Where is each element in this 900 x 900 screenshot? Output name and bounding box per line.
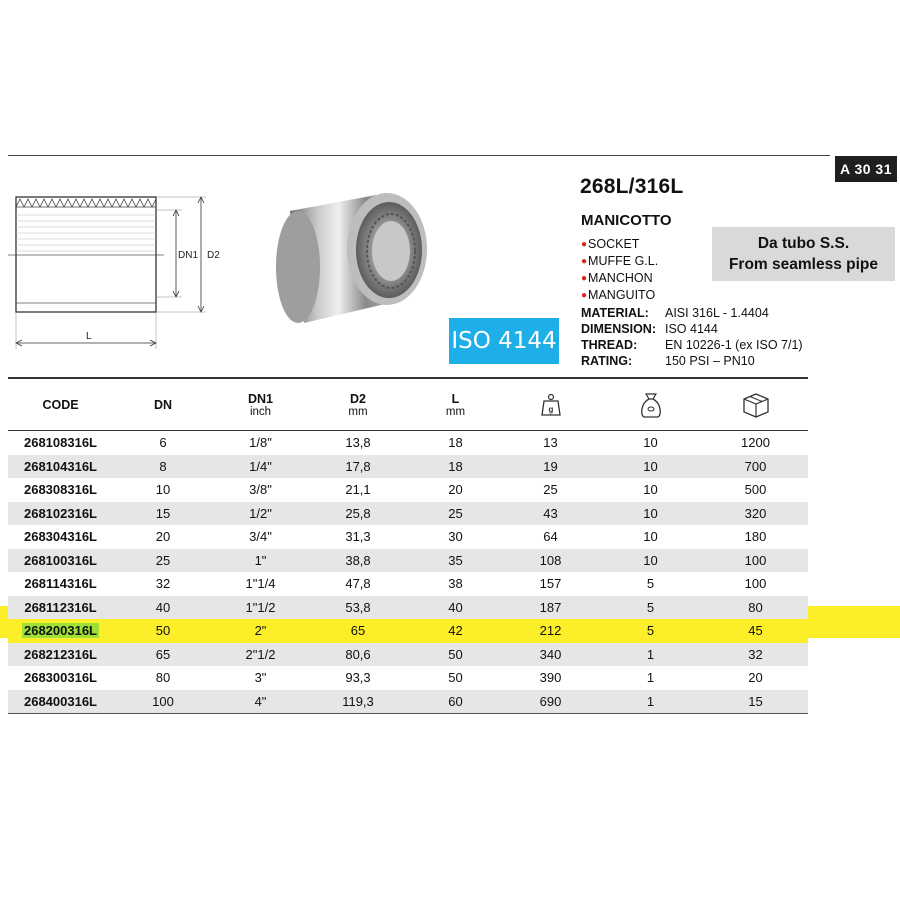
cell-d2: 21,1	[345, 482, 371, 497]
cell-bag-qty: 1	[646, 670, 655, 685]
cell-box-qty: 100	[744, 576, 767, 591]
cell-dn: 100	[152, 693, 174, 709]
cell-dn: 65	[155, 646, 171, 662]
cell-code: 268114316L	[24, 576, 97, 591]
cell-dn1: 1"	[254, 552, 267, 568]
thread-top	[16, 199, 156, 207]
page-reference: A 30 31	[835, 156, 897, 182]
cell-weight: 43	[543, 505, 558, 521]
cell-dn1: 3/8"	[249, 482, 272, 497]
cell-code: 268200316L	[23, 623, 97, 638]
table-row	[8, 478, 808, 502]
l-label: L	[86, 331, 92, 342]
cell-dn1: 1/2"	[249, 505, 272, 521]
cell-code: 268112316L	[24, 599, 97, 615]
header-box	[703, 379, 808, 430]
cell-l: 50	[448, 670, 463, 685]
table-header	[8, 379, 808, 431]
origin-line-1: Da tubo S.S.	[757, 235, 850, 252]
translation-item: ●SOCKET	[581, 237, 640, 251]
cell-d2: 25,8	[345, 505, 371, 521]
product-photo	[268, 183, 438, 338]
translation-list	[581, 236, 658, 304]
product-code: 268L/316L	[580, 175, 684, 198]
spec-row: RATING: 150 PSI – PN10	[581, 354, 755, 368]
cell-l: 60	[448, 693, 463, 709]
table-row	[8, 502, 808, 526]
table-row	[8, 643, 808, 667]
cell-code: 268102316L	[23, 505, 97, 521]
cell-l: 18	[448, 435, 463, 450]
cell-box-qty: 32	[748, 646, 763, 662]
header-code: CODE	[42, 397, 79, 412]
weight-icon	[540, 393, 562, 417]
d2-label: D2	[207, 250, 220, 261]
cell-l: 40	[448, 599, 463, 615]
cell-bag-qty: 10	[643, 552, 658, 568]
cell-box-qty: 1200	[741, 435, 770, 450]
header-weight	[503, 379, 598, 430]
cell-bag-qty: 10	[643, 458, 658, 474]
cell-bag-qty: 10	[643, 435, 658, 450]
top-divider	[8, 155, 830, 156]
cell-bag-qty: 10	[643, 529, 658, 544]
technical-drawing	[6, 185, 236, 355]
cell-weight: 690	[539, 693, 562, 709]
cell-code: 268304316L	[23, 529, 97, 544]
cell-weight: 13	[543, 435, 558, 450]
cell-dn1: 4"	[254, 693, 267, 709]
header-dn1: DN1 inch	[247, 391, 273, 418]
table-row	[8, 666, 808, 690]
bag-icon	[638, 391, 664, 419]
cell-box-qty: 15	[748, 693, 763, 709]
cell-weight: 25	[543, 482, 558, 497]
cell-dn: 40	[155, 599, 171, 615]
cell-weight: 212	[539, 623, 562, 638]
cell-box-qty: 500	[744, 482, 767, 497]
cell-box-qty: 100	[744, 552, 767, 568]
cell-box-qty: 700	[744, 458, 767, 474]
table-row	[8, 619, 808, 643]
cell-dn1: 1/4"	[249, 458, 272, 474]
dimension-table	[8, 377, 808, 714]
cell-weight: 187	[539, 599, 562, 615]
translation-item: ●MUFFE G.L.	[581, 254, 659, 268]
cell-code: 268108316L	[23, 435, 97, 450]
cell-l: 18	[448, 458, 463, 474]
cell-bag-qty: 10	[643, 505, 658, 521]
header-l: L mm	[445, 391, 466, 418]
table-row	[8, 431, 808, 455]
cell-bag-qty: 1	[646, 693, 655, 709]
specifications	[581, 305, 803, 369]
cell-weight: 157	[539, 576, 562, 591]
cell-d2: 65	[350, 623, 366, 638]
cell-dn: 6	[159, 435, 167, 450]
table-row	[8, 690, 808, 714]
cell-dn: 25	[155, 552, 171, 568]
cell-weight: 64	[543, 529, 558, 544]
dn1-label: DN1	[178, 250, 199, 261]
origin-line-2: From seamless pipe	[728, 256, 879, 273]
cell-code: 268308316L	[23, 482, 97, 497]
thread-hatch	[16, 215, 156, 251]
cell-dn: 32	[155, 576, 171, 591]
cell-dn1: 1/8"	[249, 435, 272, 450]
cell-bag-qty: 5	[646, 599, 655, 615]
origin-box	[712, 227, 895, 281]
cell-box-qty: 320	[744, 505, 767, 521]
spec-row: DIMENSION: ISO 4144	[581, 322, 718, 336]
cell-dn1: 1"1/4	[245, 576, 276, 591]
translation-item: ●MANCHON	[581, 271, 653, 285]
cell-d2: 93,3	[345, 670, 371, 685]
cell-d2: 13,8	[345, 435, 371, 450]
iso-badge: ISO 4144	[449, 318, 559, 364]
cell-box-qty: 20	[748, 670, 763, 685]
cell-box-qty: 80	[748, 599, 763, 615]
cell-bag-qty: 1	[646, 646, 655, 662]
cell-l: 30	[448, 529, 463, 544]
cell-dn: 50	[155, 623, 171, 638]
cell-d2: 31,3	[345, 529, 371, 544]
cell-d2: 119,3	[342, 693, 374, 709]
box-icon	[741, 391, 771, 419]
cell-dn: 10	[155, 482, 171, 497]
cell-l: 50	[448, 646, 463, 662]
cell-weight: 390	[539, 670, 562, 685]
cell-d2: 53,8	[345, 599, 371, 615]
table-row	[8, 549, 808, 573]
table-body	[8, 431, 808, 713]
translation-item: ●MANGUITO	[581, 288, 656, 302]
cell-l: 25	[448, 505, 463, 521]
cell-box-qty: 45	[748, 623, 763, 638]
cell-bag-qty: 10	[643, 482, 658, 497]
cell-dn1: 3/4"	[249, 529, 272, 544]
spec-row: THREAD: EN 10226-1 (ex ISO 7/1)	[581, 338, 803, 352]
cell-d2: 38,8	[345, 552, 371, 568]
svg-text:g: g	[548, 404, 553, 414]
cell-d2: 80,6	[345, 646, 371, 662]
cell-code: 268300316L	[23, 670, 97, 685]
cell-l: 20	[448, 482, 463, 497]
cell-dn1: 3"	[254, 670, 267, 685]
cell-bag-qty: 5	[646, 576, 655, 591]
table-row	[8, 455, 808, 479]
cell-code: 268104316L	[23, 458, 97, 474]
table-row	[8, 572, 808, 596]
spec-row: MATERIAL: AISI 316L - 1.4404	[581, 306, 769, 320]
header-d2: D2 mm	[348, 391, 368, 418]
cell-code: 268100316L	[23, 552, 97, 568]
table-row	[8, 596, 808, 620]
cell-dn: 20	[155, 529, 171, 544]
cell-dn1: 1"1/2	[245, 599, 276, 615]
cell-dn1: 2"	[254, 623, 267, 638]
table-row	[8, 525, 808, 549]
cell-box-qty: 180	[744, 529, 767, 544]
cell-weight: 340	[539, 646, 562, 662]
cell-l: 42	[448, 623, 463, 638]
cell-dn: 80	[155, 670, 171, 685]
header-dn: DN	[153, 397, 173, 412]
cell-dn1: 2"1/2	[245, 646, 276, 662]
cell-dn: 8	[159, 458, 167, 474]
product-name: MANICOTTO	[581, 212, 672, 229]
cell-l: 35	[448, 552, 463, 568]
cell-code: 268400316L	[23, 693, 97, 709]
cell-l: 38	[448, 576, 463, 591]
cell-weight: 108	[539, 552, 562, 568]
cell-bag-qty: 5	[646, 623, 655, 638]
cell-code: 268212316L	[23, 646, 97, 662]
cell-weight: 19	[543, 458, 558, 474]
cell-dn: 15	[155, 505, 171, 521]
header-bag	[598, 379, 703, 430]
cell-d2: 47,8	[345, 576, 371, 591]
cell-d2: 17,8	[345, 458, 371, 474]
